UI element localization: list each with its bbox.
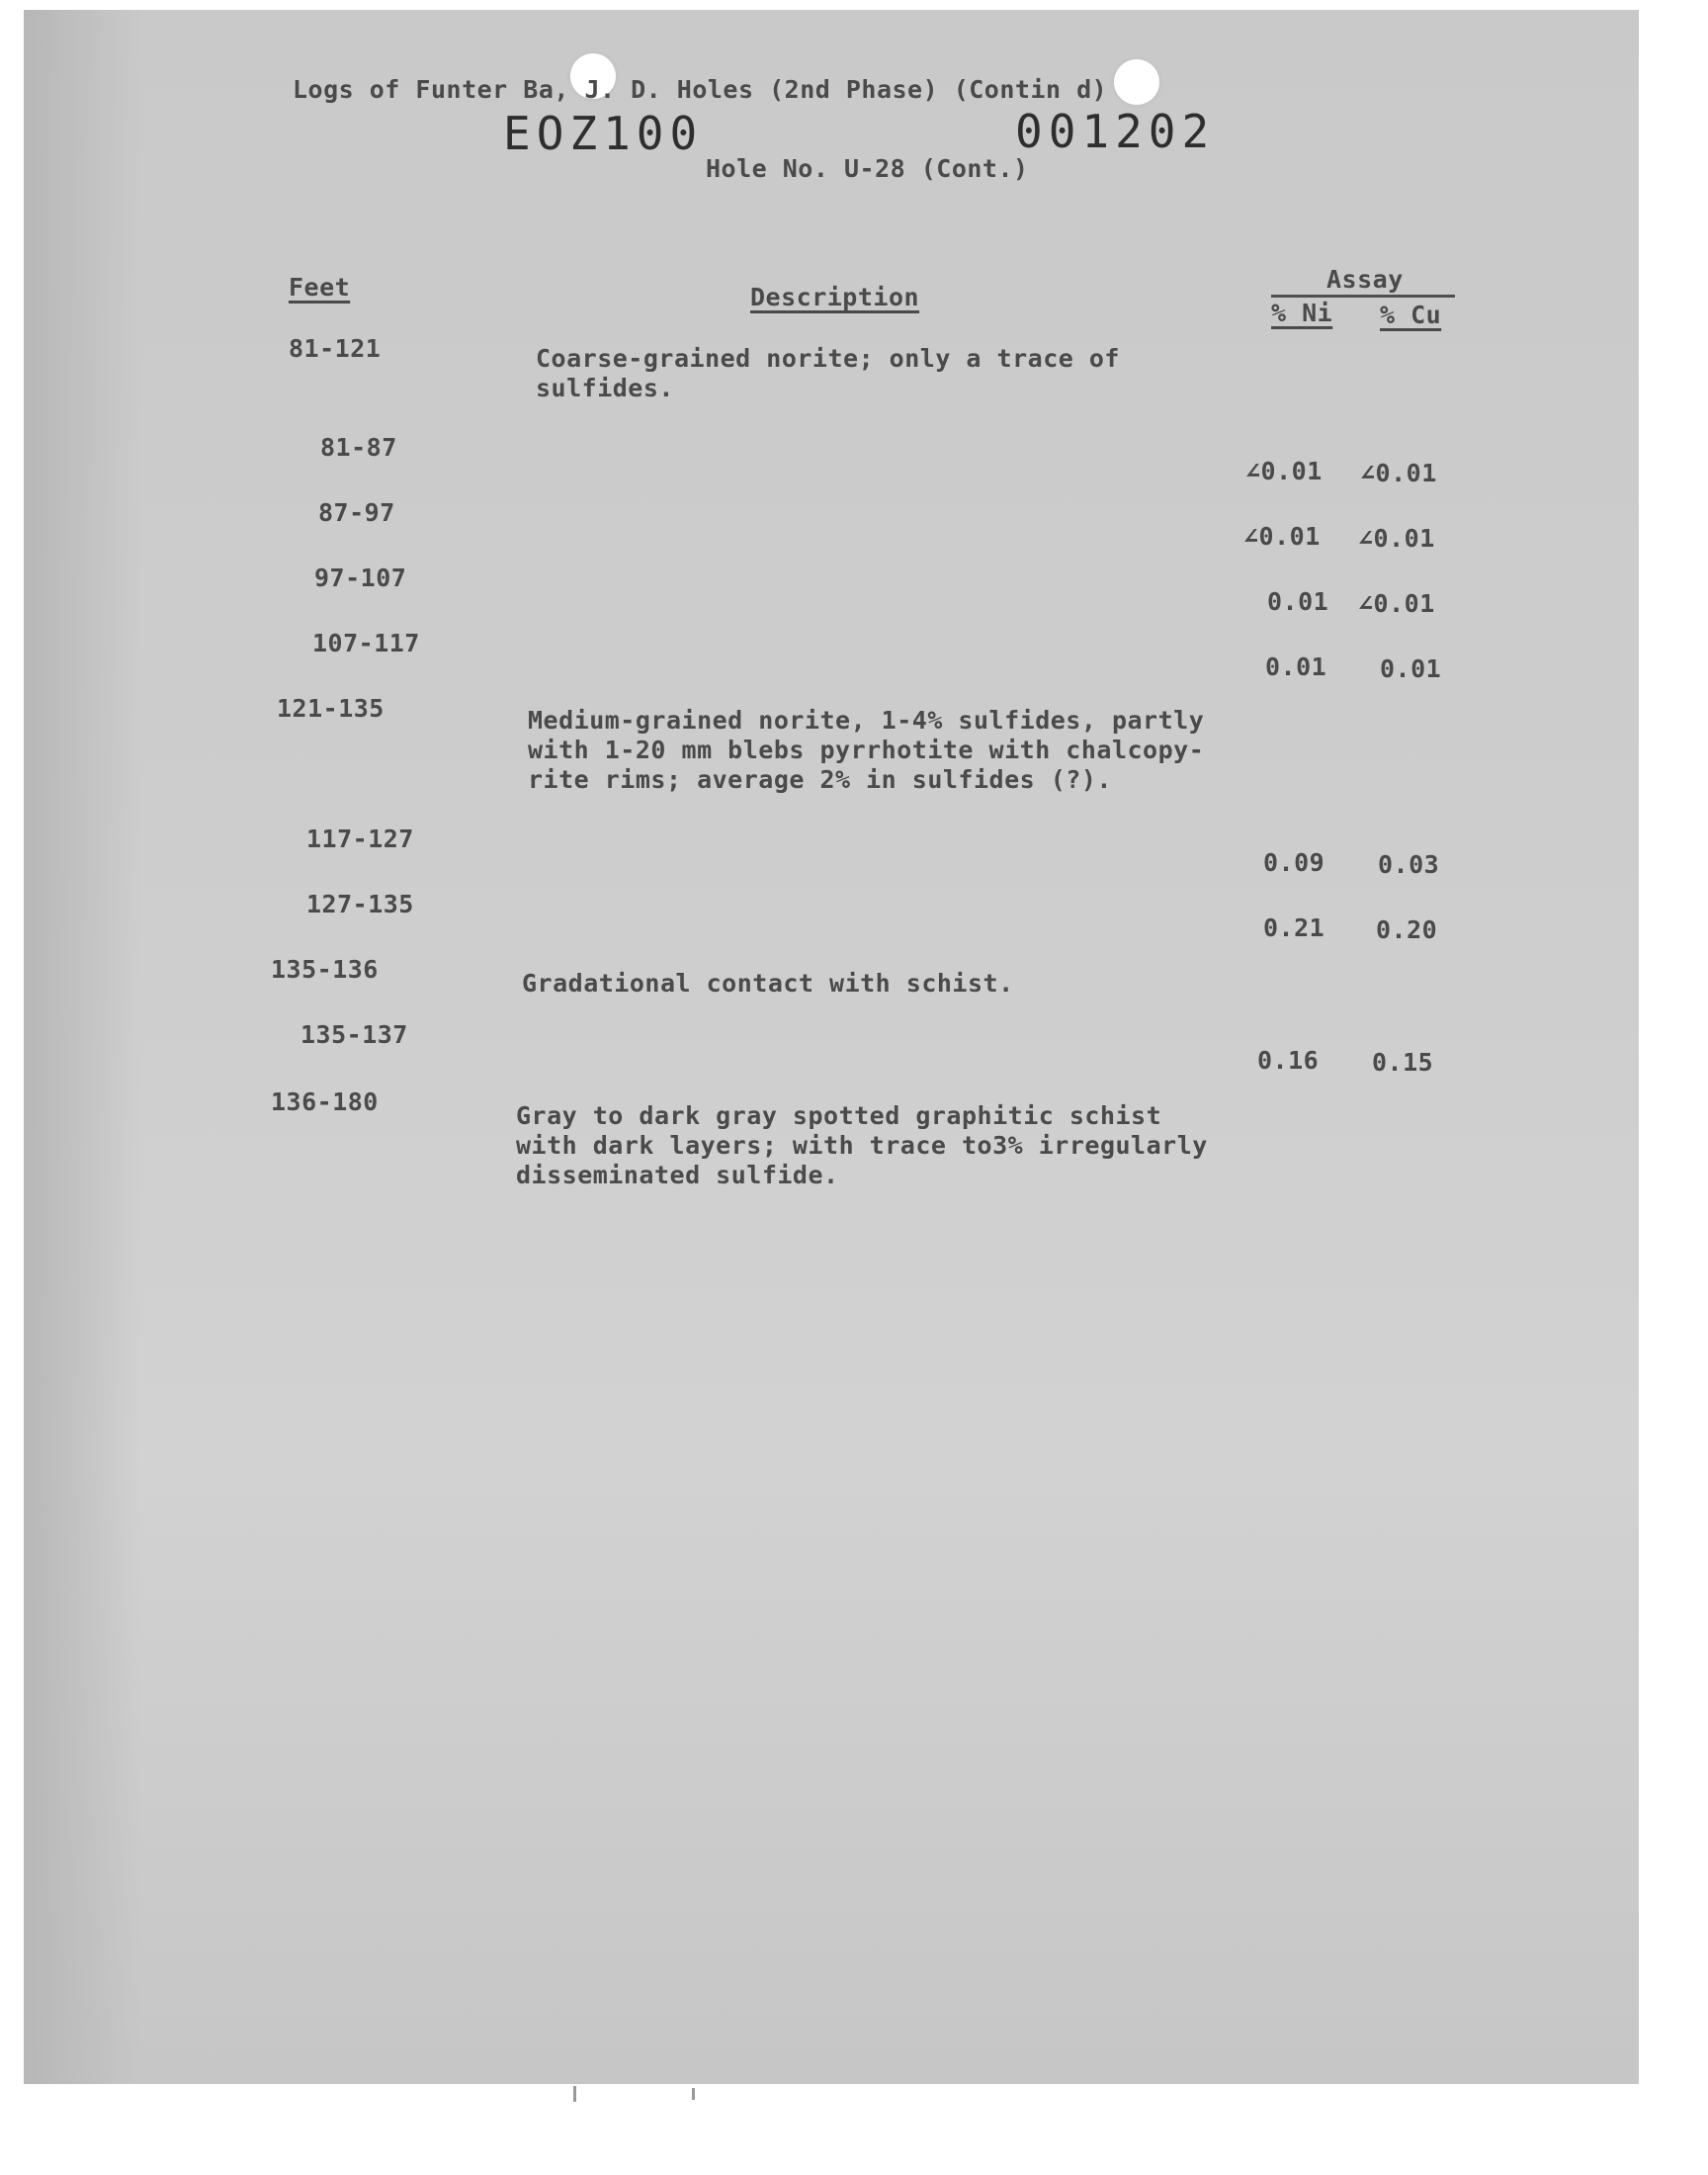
scan-edge-mark (692, 2088, 695, 2100)
nickel-assay: 0.21 (1263, 914, 1325, 942)
feet-interval: 121-135 (277, 694, 384, 723)
feet-interval: 81-87 (320, 433, 397, 462)
feet-interval: 135-137 (300, 1020, 408, 1049)
log-title: Logs of Funter Ba, J. D. Holes (2nd Phase) (Contin d) (293, 75, 1108, 104)
punch-hole-right (1114, 59, 1159, 105)
rock-description: Gray to dark gray spotted graphitic schist with dark layers; with trace to3% irregularly disseminated sulfide. (516, 1101, 1208, 1189)
nickel-assay: 0.01 (1265, 652, 1327, 681)
feet-interval: 81-121 (289, 334, 382, 363)
feet-header: Feet (289, 273, 351, 302)
copper-assay: 0.01 (1380, 654, 1442, 683)
assay-header: Assay (1326, 265, 1404, 294)
feet-interval: 117-127 (306, 825, 414, 853)
feet-interval: 135-136 (271, 955, 379, 984)
nickel-assay: ∠0.01 (1245, 457, 1323, 485)
nickel-assay: ∠0.01 (1243, 522, 1321, 551)
copper-assay: ∠0.01 (1358, 589, 1435, 618)
rock-description: Medium-grained norite, 1-4% sulfides, partly with 1-20 mm blebs pyrrhotite with chalcopy- rite rims; average 2% in sulfides (?). (528, 706, 1205, 794)
feet-interval: 127-135 (306, 890, 414, 918)
copper-assay: 0.15 (1372, 1048, 1434, 1077)
copper-assay: 0.20 (1376, 915, 1438, 944)
scanned-page (24, 10, 1639, 2084)
stamp-number-inverted: EOZ100 (503, 107, 704, 160)
scan-edge-mark (573, 2086, 576, 2102)
rock-description: Coarse-grained norite; only a trace of sulfides. (536, 344, 1120, 402)
description-header: Description (750, 283, 920, 311)
copper-assay: ∠0.01 (1360, 459, 1437, 487)
feet-interval: 136-180 (271, 1088, 379, 1116)
rock-description: Gradational contact with schist. (522, 969, 1014, 998)
nickel-assay: 0.09 (1263, 848, 1325, 877)
nickel-assay: 0.16 (1257, 1046, 1320, 1075)
copper-header: % Cu (1380, 301, 1442, 329)
feet-interval: 97-107 (314, 564, 407, 592)
hole-subtitle: Hole No. U-28 (Cont.) (706, 154, 1029, 183)
copper-assay: 0.03 (1378, 850, 1440, 879)
nickel-header: % Ni (1271, 299, 1333, 327)
page-shadow (24, 10, 142, 2084)
stamp-number: 001202 (1015, 105, 1216, 158)
assay-rule (1271, 295, 1455, 298)
nickel-assay: 0.01 (1267, 587, 1329, 616)
feet-interval: 87-97 (318, 498, 395, 527)
copper-assay: ∠0.01 (1358, 524, 1435, 553)
feet-interval: 107-117 (312, 629, 420, 657)
